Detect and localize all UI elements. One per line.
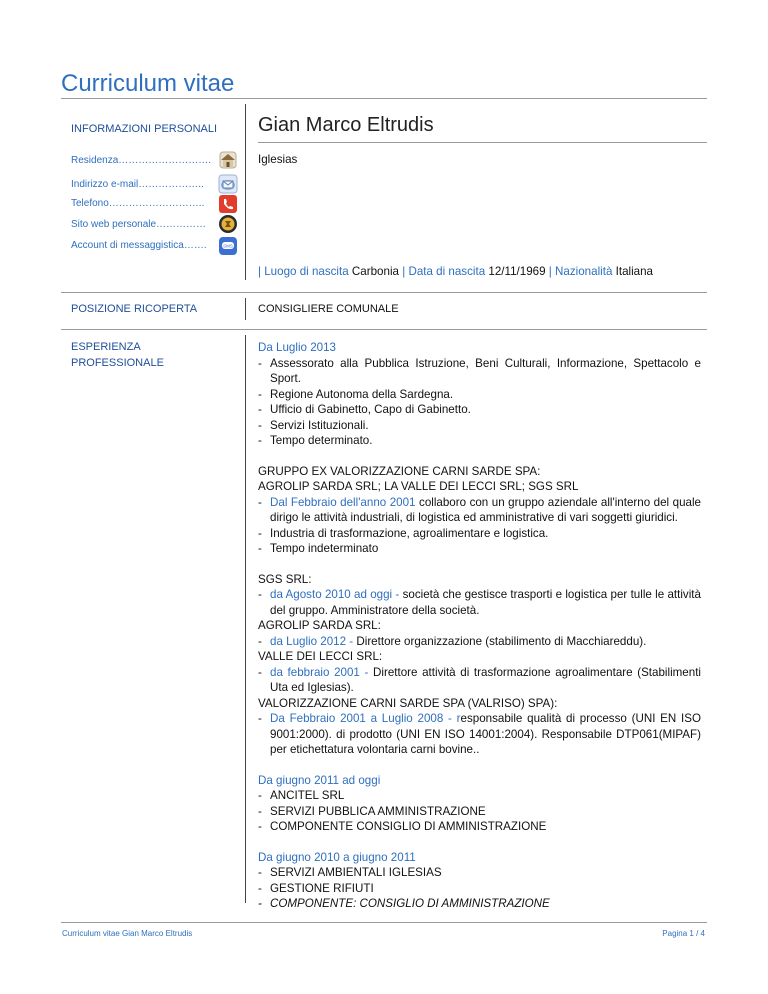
svg-text:SMS: SMS (223, 243, 233, 249)
web-icon (218, 214, 238, 234)
birthdate-label: | Data di nascita (402, 265, 486, 278)
exp2-item-date: Dal Febbraio dell'anno 2001 (270, 495, 416, 509)
experience-label-line1: ESPERIENZA (71, 341, 141, 353)
birth-info-line (258, 264, 718, 280)
exp5-date: Da giugno 2010 a giugno 2011 (258, 850, 416, 864)
exp1-date: Da Luglio 2013 (258, 341, 336, 354)
name-rule (258, 142, 707, 143)
exp3-item-date: da febbraio 2001 - (270, 665, 369, 679)
exp3-heading: VALLE DEI LECCI SRL: (258, 650, 383, 663)
field-email-label: Indirizzo e-mail……………….. (71, 179, 204, 190)
phone-icon (218, 194, 238, 214)
footer-page-number: Pagina 1 / 4 (662, 929, 705, 938)
exp3-item (258, 587, 701, 618)
position-divider (245, 298, 246, 320)
title-rule (61, 98, 707, 99)
section-rule-1 (61, 292, 707, 293)
exp3-item (258, 665, 701, 696)
exp3-item-text: Direttore attività di trasformazione agroalimentare (Stabilimenti Uta ed Iglesias). (270, 665, 702, 694)
position-value: CONSIGLIERE COMUNALE (258, 303, 399, 315)
exp3-item-text: Direttore organizzazione (stabilimento di Macchiareddu). (353, 634, 647, 648)
position-label: POSIZIONE RICOPERTA (71, 303, 198, 315)
exp3-item-text: società che gestisce trasporti e logistica per tulle le attività del gruppo. Amministratore della società. (270, 588, 701, 617)
birthdate-value: 12/11/1969 (488, 265, 546, 278)
exp1-item: - Regione Autonoma della Sardegna. (258, 387, 701, 403)
nationality-value: Italiana (615, 265, 654, 278)
exp3-item (258, 711, 701, 758)
exp2-heading-2: AGROLIP SARDA SRL; LA VALLE DEI LECCI SRL; SGS SRL (258, 480, 579, 493)
exp5-item: - GESTIONE RIFIUTI (258, 881, 701, 897)
exp2-item-text: collaboro con un gruppo aziendale all'interno del quale dirigo le attività industriali, di logistica ed amministrative di vari soggetti giuridici. (270, 495, 701, 524)
exp3-heading: SGS SRL: (258, 572, 312, 586)
field-residenza-label: Residenza………………………. (71, 155, 212, 166)
exp3-item-date: da Luglio 2012 - (270, 634, 354, 648)
exp1-item: - Tempo determinato. (258, 433, 701, 449)
section-rule-2 (61, 329, 707, 330)
exp1-item: - Ufficio di Gabinetto, Capo di Gabinetto. (258, 402, 701, 418)
residenza-value: Iglesias (258, 153, 298, 166)
sms-icon (218, 236, 238, 256)
birthplace-value: Carbonia (351, 265, 399, 278)
exp3-item-date: Da Febbraio 2001 a Luglio 2008 - r (270, 712, 461, 725)
experience-divider (245, 335, 246, 903)
house-icon (218, 150, 238, 170)
personal-info-label: INFORMAZIONI PERSONALI (71, 123, 218, 135)
exp3-item-date: da Agosto 2010 ad oggi - (270, 588, 400, 601)
experience-label (71, 339, 164, 371)
exp4-date: Da giugno 2011 ad oggi (258, 773, 381, 787)
experience-label-line2: PROFESSIONALE (71, 357, 164, 369)
field-telefono-label: Telefono……………………….. (71, 198, 205, 209)
exp1-item: - Servizi Istituzionali. (258, 418, 701, 434)
exp4-item: - SERVIZI PUBBLICA AMMINISTRAZIONE (258, 804, 701, 820)
experience-content (258, 340, 701, 912)
section-divider (245, 104, 246, 280)
birthplace-label: | Luogo di nascita (258, 265, 349, 278)
field-web-label: Sito web personale…………… (71, 219, 207, 230)
person-name: Gian Marco Eltrudis (258, 114, 434, 136)
email-icon (218, 174, 238, 194)
exp3-item (258, 634, 701, 650)
exp1-item: - Assessorato alla Pubblica Istruzione, Beni Culturali, Informazione, Spettacolo e Sport. (258, 356, 701, 387)
nationality-label: | Nazionalità (548, 265, 613, 278)
footer-left: Curriculum vitae Gian Marco Eltrudis (62, 929, 193, 938)
exp4-item: - ANCITEL SRL (258, 788, 701, 804)
exp2-heading-1: GRUPPO EX VALORIZZAZIONE CARNI SARDE SPA: (258, 464, 541, 478)
field-messaging-label: Account di messaggistica……. (71, 240, 207, 251)
exp5-item: - COMPONENTE: CONSIGLIO DI AMMINISTRAZIONE (258, 896, 701, 912)
exp4-item: - COMPONENTE CONSIGLIO DI AMMINISTRAZIONE (258, 819, 701, 835)
exp2-item: - Industria di trasformazione, agroalimentare e logistica. (258, 526, 701, 542)
footer-rule (61, 922, 707, 923)
exp2-item (258, 495, 701, 526)
exp3-item-text: esponsabile qualità di processo (UNI EN ISO 9001:2000). di prodotto (UNI EN ISO 14001:2004). Responsabile DTP061(MIPAF) per etichettatura volontaria carni bovine.. (270, 712, 701, 756)
exp5-item: - SERVIZI AMBIENTALI IGLESIAS (258, 865, 701, 881)
exp3-heading: AGROLIP SARDA SRL: (258, 619, 381, 632)
exp3-heading: VALORIZZAZIONE CARNI SARDE SPA (VALRISO) SPA): (258, 696, 558, 710)
exp2-item: - Tempo indeterminato (258, 541, 701, 557)
document-title: Curriculum vitae (61, 70, 235, 97)
